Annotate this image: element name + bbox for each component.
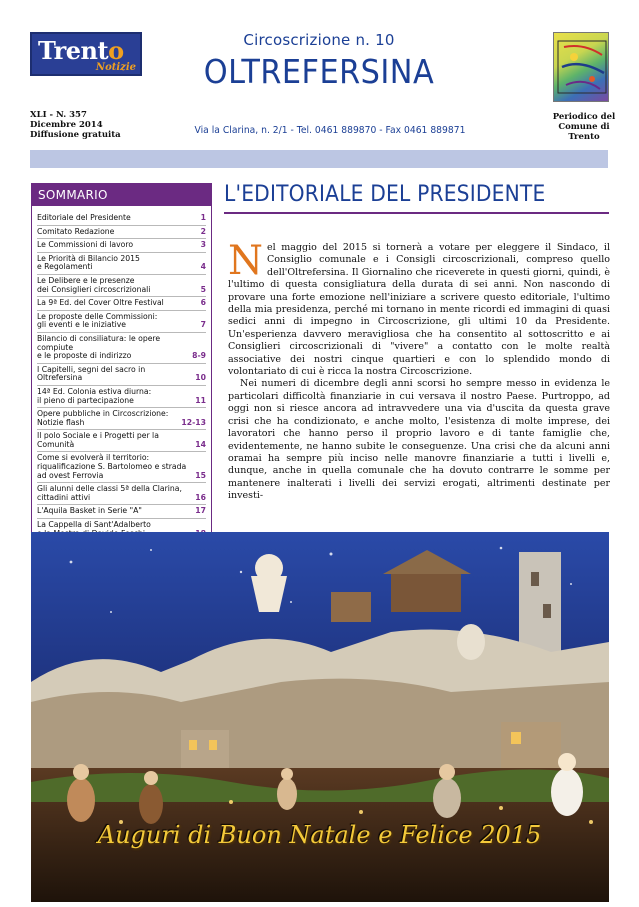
sommario-item <box>37 333 206 364</box>
sommario-item <box>37 275 206 297</box>
sommario-item-title: La 9ª Ed. del Cover Oltre Festival <box>37 298 164 308</box>
editorial-title: L'EDITORIALE DEL PRESIDENTE <box>224 182 546 207</box>
sommario-item-page: 12-13 <box>181 417 206 427</box>
sommario-item-title: Opere pubbliche in Circoscrizione: Notizie flash <box>37 409 169 427</box>
editorial-body <box>228 242 610 526</box>
sommario-item <box>37 212 206 226</box>
sommario-item-title: Gli alunni delle classi 5ª della Clarina, cittadini attivi <box>37 484 182 502</box>
sommario-item-title: Come si evolverà il territorio: riqualificazione S. Bartolomeo e strada ad ovest Ferrovia <box>37 453 187 480</box>
periodico-label: Periodico del Comune di Trento <box>552 112 616 142</box>
sommario-item-page: 5 <box>200 284 206 294</box>
sommario-item-title: Le Delibere e le presenze dei Consiglieri circoscrizionali <box>37 275 151 294</box>
trento-notizie-logo <box>30 32 142 76</box>
issue-info <box>30 110 121 140</box>
sommario-item <box>37 297 206 311</box>
sommario-item-title: Le Commissioni di lavoro <box>37 240 134 250</box>
sommario-item <box>37 253 206 275</box>
sommario-item <box>37 386 206 408</box>
sommario-item-page: 15 <box>195 470 206 480</box>
sommario-item-page: 1 <box>200 213 206 222</box>
sommario-item-page: 4 <box>200 262 206 272</box>
sommario-item <box>37 239 206 253</box>
logo-subtitle: Notizie <box>95 62 136 73</box>
sommario-item-page: 17 <box>195 506 206 516</box>
sommario-item <box>37 505 206 519</box>
header-band <box>30 150 608 168</box>
sommario-item-title: 14ª Ed. Colonia estiva diurna: il pieno di partecipazione <box>37 386 152 405</box>
issue-date: Dicembre 2014 <box>30 120 103 130</box>
logo-wordmark: Trento <box>38 36 124 65</box>
sommario-heading: SOMMARIO <box>32 184 211 206</box>
sommario-item-page: 3 <box>200 240 206 250</box>
editorial-dropcap: N <box>228 242 263 284</box>
sommario-item <box>37 226 206 240</box>
sommario-item-title: Bilancio di consiliatura: le opere compiute e le proposte di indirizzo <box>37 333 161 361</box>
sommario-item-page: 2 <box>200 226 206 236</box>
sommario-item-title: Le proposte delle Commissioni: gli eventi e le iniziative <box>37 311 158 330</box>
sommario-item-title: L'Aquila Basket in Serie "A" <box>37 506 142 516</box>
sommario-item-title: La Cappella di Sant'Adalberto <box>37 520 151 530</box>
sommario-item-page: 14 <box>195 439 206 449</box>
sommario-item-title: Il polo Sociale e i Progetti per la Comunità <box>37 431 159 449</box>
editorial-paragraph-1: el maggio del 2015 si tornerà a votare per eleggere il Sindaco, il Consiglio comunale e i Consigli circoscrizionali, compreso quello dell'Oltrefersina. Il Giornalino che riceverete in questi giorni, quindi, è l'ultimo di questa consigliatura della durata di sei anni. Non nascondo di provare una forte emozione nell'iniziare a scrivere questo editoriale, l'ultimo della mia presidenza, perché mi tornano in mente ricordi ed immagini di quasi sedici anni di impegno in Circoscrizione, gli ultimi 10 da Presidente. Un'esperienza davvero meravigliosa che ha consentito al sottoscritto e ai Consiglieri circoscrizionali di "vivere" a contatto con le molte realtà associative dei nostri cinque quartieri e con lo splendido mondo di volontariato di cui è ricca la nostra Circoscrizione. <box>228 242 610 378</box>
sommario-item-page: 11 <box>195 395 206 405</box>
issue-distribution: Diffusione gratuita <box>30 130 121 140</box>
sommario-item-title: Le Priorità di Bilancio 2015 e Regolamenti <box>37 253 140 272</box>
masthead-title: OLTREFERSINA <box>203 52 435 91</box>
sommario-item <box>37 452 206 483</box>
issue-number: XLI - N. 357 <box>30 110 87 120</box>
sommario-item-page: 16 <box>195 492 206 502</box>
editorial-rule <box>224 212 609 214</box>
sommario-item <box>37 311 206 333</box>
sommario-item-page: 8-9 <box>192 351 206 361</box>
editorial-paragraph-2: Nei numeri di dicembre degli anni scorsi ho sempre messo in evidenza le particolari difficoltà finanziarie in cui versava il nostro Paese. Purtroppo, ad oggi non si riesce ancora ad intravvedere una via d'uscita da questa grave crisi che ha condizionato, e anche molto, l'esistenza di molte imprese, dei lavoratori che hanno perso il proprio lavoro e di tante famiglie che, evidentemente, ne hanno subite le conseguenze. Una crisi che da alcuni anni oramai ha sempre più inciso nelle manovre finanziarie a tutti i livelli e, dunque, anche in quella comunale che ha dovuto contrarre le somme per mantenere inalterati i livelli dei servizi erogati, altrimenti destinate per investi- <box>228 378 610 502</box>
greeting-caption: Auguri di Buon Natale e Felice 2015 <box>97 821 542 849</box>
sommario-item-page: 10 <box>195 373 206 383</box>
sommario-item-title: I Capitelli, segni del sacro in Oltrefersina <box>37 364 146 383</box>
sommario-item <box>37 408 206 430</box>
sommario-item <box>37 430 206 452</box>
district-crest-icon <box>553 32 609 102</box>
sommario-item-title: Comitato Redazione <box>37 226 115 236</box>
sommario-item <box>37 364 206 386</box>
contact-line: Via la Clarina, n. 2/1 - Tel. 0461 889870 - Fax 0461 889871 <box>194 125 466 136</box>
sommario-item <box>37 483 206 505</box>
circoscrizione-label: Circoscrizione n. 10 <box>243 31 395 49</box>
sommario-item-title: Editoriale del Presidente <box>37 213 131 222</box>
sommario-item-page: 6 <box>200 298 206 308</box>
sommario-item-page: 7 <box>200 320 206 330</box>
